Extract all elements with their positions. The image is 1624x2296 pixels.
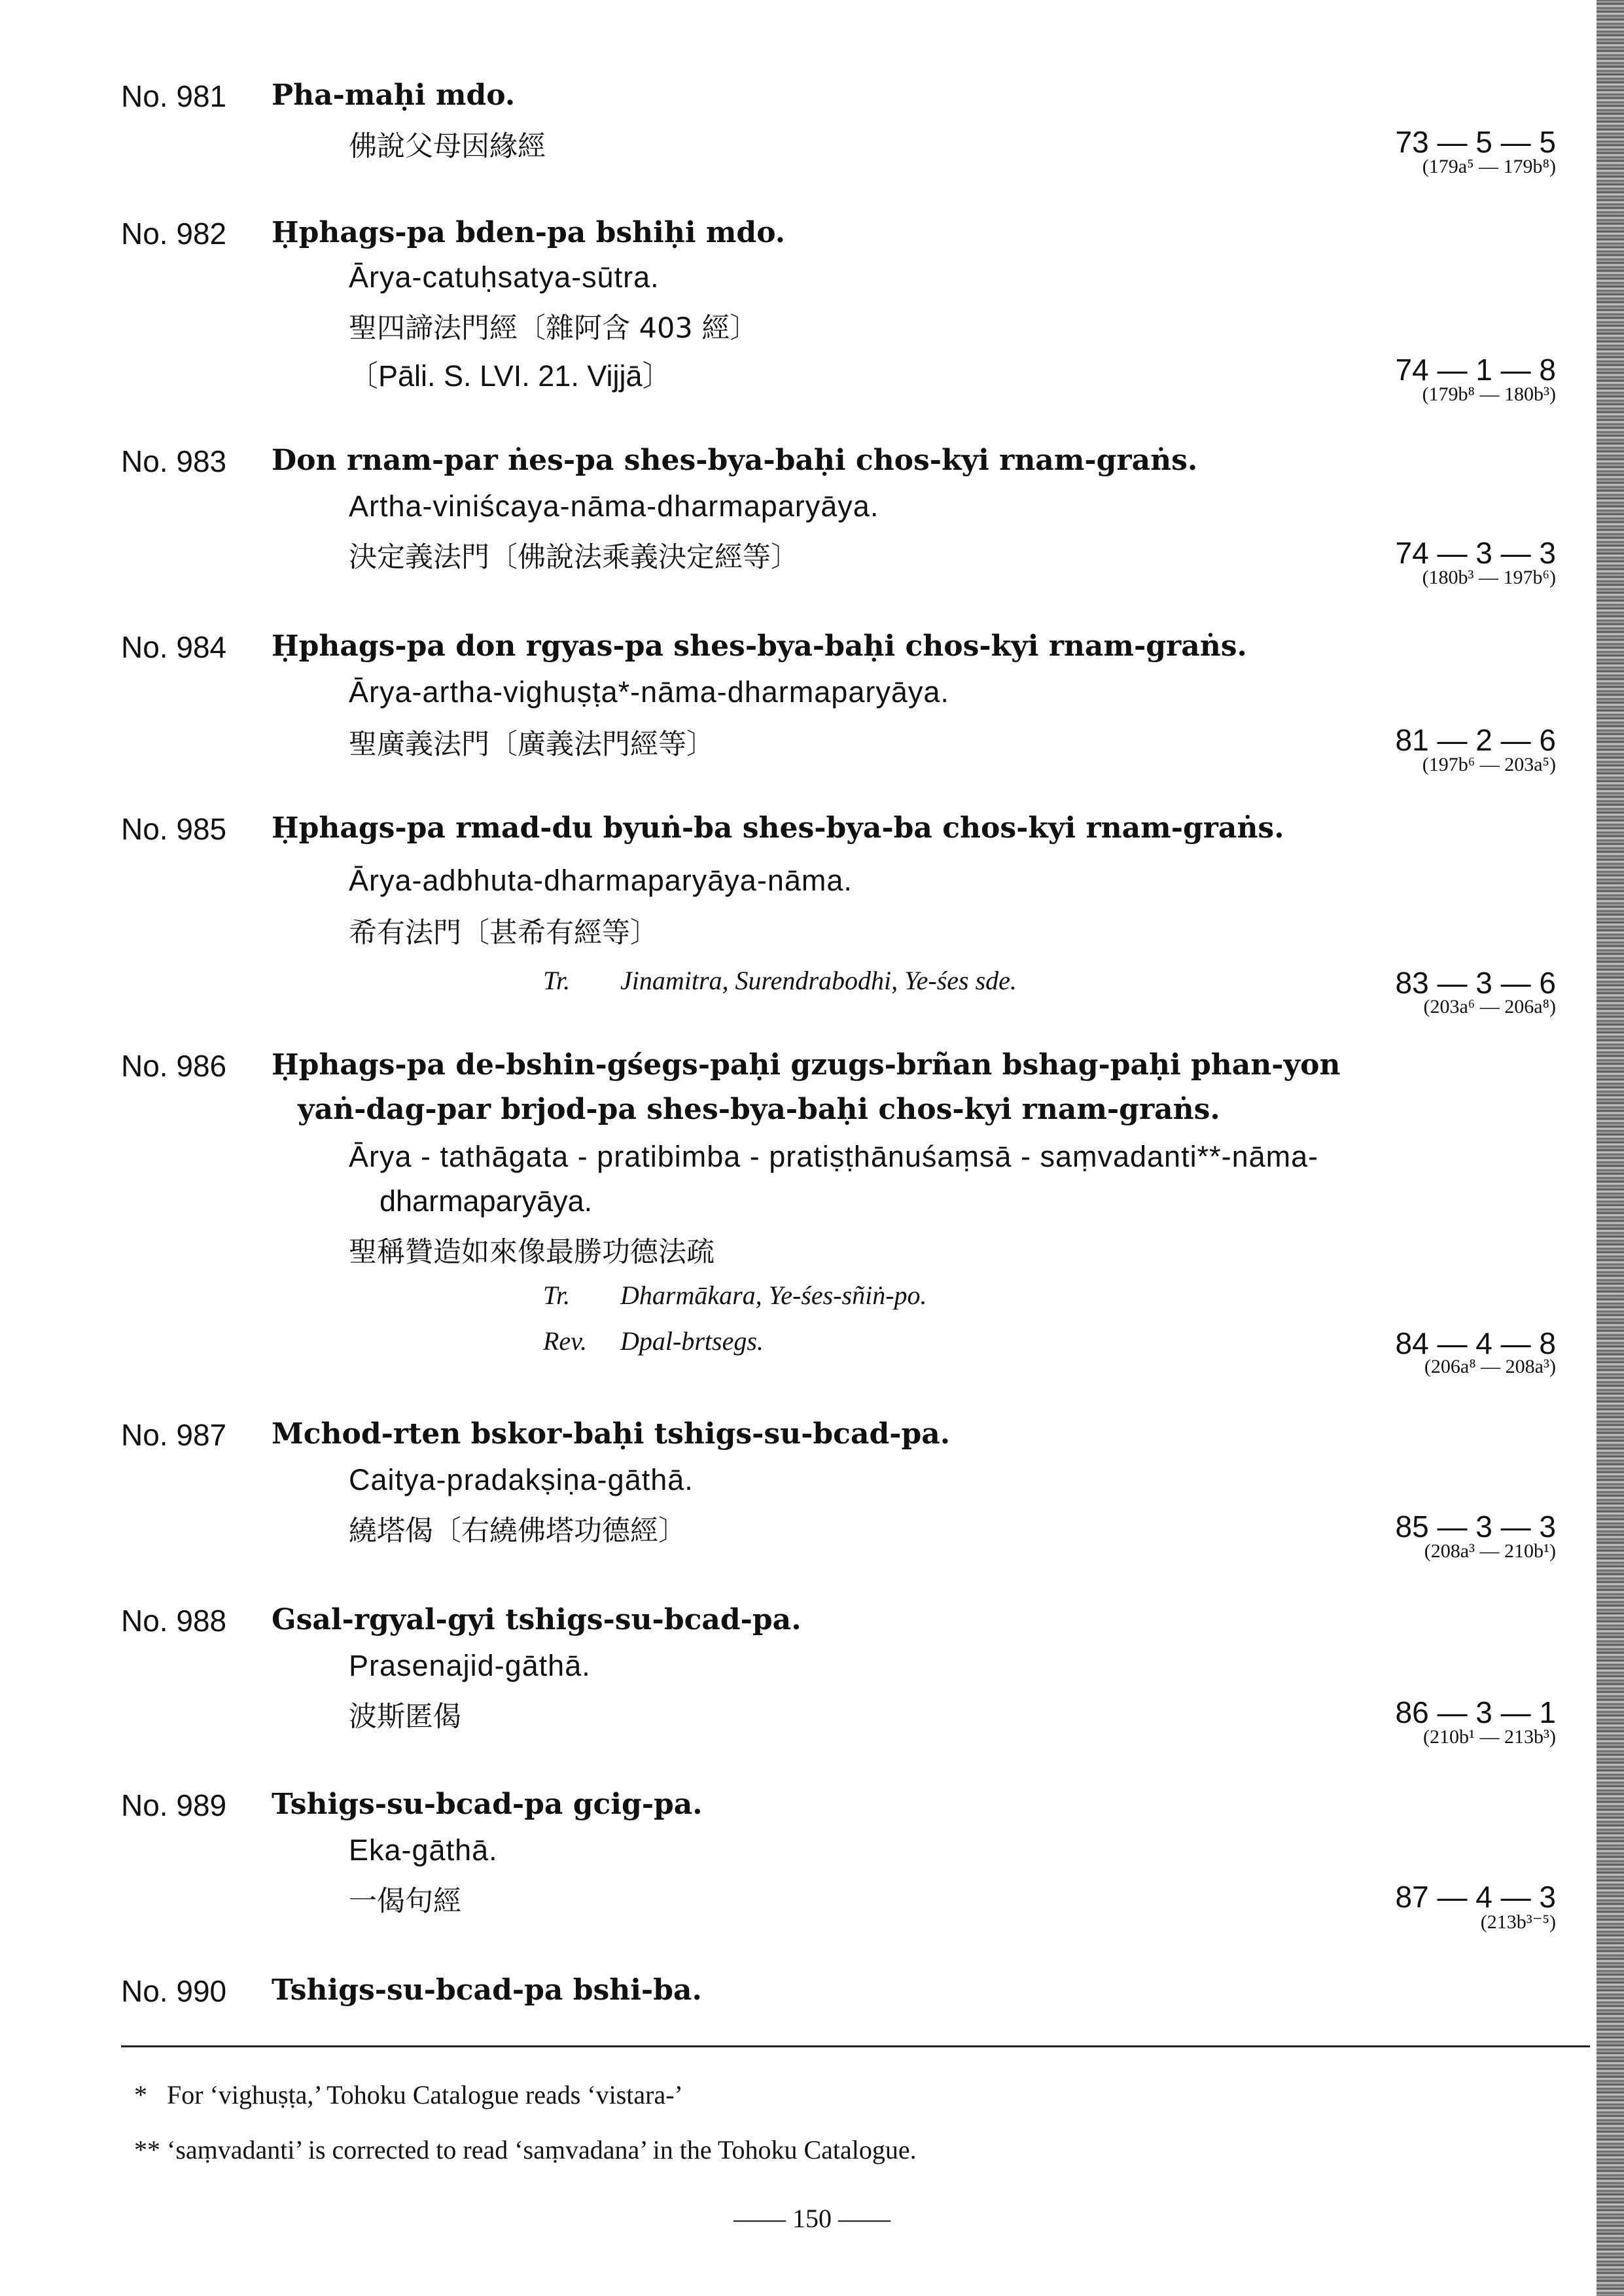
entry-number: No. 985 [121,812,227,846]
volume-reference: 74 — 1 — 8 [1395,353,1556,387]
folio-range: (179a⁵ — 179b⁸) [1422,156,1556,177]
entry-number: No. 987 [121,1418,227,1452]
sanskrit-title: Caitya-pradakṣiṇa-gāthā. [349,1463,694,1496]
entry-number: No. 984 [121,630,227,664]
footnote-rule [121,2045,1590,2047]
translators-line [543,1280,927,1311]
tibetan-title: Ḥphags-pa don rgyas-pa shes-bya-baḥi chos-kyi rnam-graṅs. [272,629,1247,663]
revisor-line [543,1326,764,1356]
entry-986 [0,1048,1597,1377]
translators-label: Tr. [543,1280,571,1310]
tibetan-title: Mchod-rten bskor-baḥi tshigs-su-bcad-pa. [272,1417,951,1451]
folio-range: (203a⁶ — 206a⁸) [1423,996,1556,1017]
volume-reference: 81 — 2 — 6 [1395,723,1556,757]
tibetan-title: Ḥphags-pa rmad-du byuṅ-ba shes-bya-ba chos-kyi rnam-graṅs. [272,811,1284,845]
chinese-title: 聖稱贊造如來像最勝功德法疏 [349,1236,715,1269]
tibetan-title: Pha-maḥi mdo. [272,79,516,112]
page-number: —— 150 —— [733,2204,891,2233]
footnote-text: ‘saṃvadanti’ is corrected to read ‘saṃvadana’ in the Tohoku Catalogue. [167,2135,917,2164]
entry-981 [0,79,1597,177]
chinese-title: 聖廣義法門〔廣義法門經等〕 [349,728,715,761]
volume-reference: 86 — 3 — 1 [1395,1695,1556,1729]
volume-reference: 84 — 4 — 8 [1395,1326,1556,1360]
chinese-title: 繞塔偈〔右繞佛塔功德經〕 [349,1515,686,1547]
footnote-text: For ‘vighuṣṭa,’ Tohoku Catalogue reads ‘vistara-’ [167,2080,683,2110]
sanskrit-title: Ārya-adbhuta-dharmaparyāya-nāma. [349,864,853,897]
entry-984 [0,629,1597,775]
revisor-names: Dpal-brtsegs. [620,1326,764,1356]
tibetan-title: Gsal-rgyal-gyi tshigs-su-bcad-pa. [272,1603,802,1636]
entry-number: No. 983 [121,444,227,478]
revisor-label: Rev. [543,1326,587,1356]
entry-number: No. 990 [121,1974,227,2008]
volume-reference: 85 — 3 — 3 [1395,1510,1556,1544]
volume-reference: 74 — 3 — 3 [1395,536,1556,570]
chinese-title: 一偈句經 [349,1885,461,1918]
entry-number: No. 982 [121,217,227,251]
pali-reference: 〔Pāli. S. LVI. 21. Vijjā〕 [349,359,672,393]
chinese-title: 希有法門〔甚希有經等〕 [349,917,658,949]
entry-number: No. 989 [121,1788,227,1822]
folio-range: (179b⁸ — 180b³) [1422,383,1556,405]
entry-983 [0,444,1597,588]
sanskrit-title-continued: dharmaparyāya. [380,1184,593,1218]
chinese-title: 聖四諦法門經〔雜阿含 403 經〕 [349,312,758,345]
entry-number: No. 981 [121,79,227,113]
volume-reference: 73 — 5 — 5 [1395,125,1556,159]
entry-987 [0,1417,1597,1562]
scan-edge-shadow [1597,0,1624,2296]
translators-names: Dharmākara, Ye-śes-sñiṅ-po. [620,1280,927,1310]
folio-range: (210b¹ — 213b³) [1423,1726,1556,1748]
entry-990 [0,1973,1597,2008]
translators-names: Jinamitra, Surendrabodhi, Ye-śes sde. [620,966,1017,995]
sanskrit-title: Ārya-artha-vighuṣṭa*-nāma-dharmaparyāya. [349,675,949,709]
chinese-title: 佛說父母因緣經 [349,130,546,163]
translators-line [543,965,1017,996]
entry-982 [0,216,1597,405]
tibetan-title: Tshigs-su-bcad-pa bshi-ba. [272,1973,702,2007]
folio-range: (206a⁸ — 208a³) [1424,1356,1556,1377]
chinese-title: 決定義法門〔佛說法乘義決定經等〕 [349,541,799,574]
folio-range: (180b³ — 197b⁶) [1422,567,1556,588]
tibetan-title: Ḥphags-pa de-bshin-gśegs-paḥi gzugs-brñan bshag-paḥi phan-yon [272,1048,1341,1082]
folio-range: (208a³ — 210b¹) [1424,1540,1556,1562]
tibetan-title: Don rnam-par ṅes-pa shes-bya-baḥi chos-kyi rnam-graṅs. [272,444,1198,477]
volume-reference: 83 — 3 — 6 [1395,966,1556,1000]
volume-reference: 87 — 4 — 3 [1395,1880,1556,1914]
tibetan-title: Ḥphags-pa bden-pa bshiḥi mdo. [272,216,786,249]
chinese-title: 波斯匿偈 [349,1701,461,1733]
translators-label: Tr. [543,966,571,995]
footnote-mark: * [134,2080,147,2110]
sanskrit-title: Eka-gāthā. [349,1833,498,1867]
sanskrit-title: Artha-viniścaya-nāma-dharmaparyāya. [349,489,879,523]
entry-number: No. 988 [121,1604,227,1638]
footnote-mark: ** [134,2135,160,2164]
folio-range: (197b⁶ — 203a⁵) [1422,754,1556,775]
entry-988 [0,1603,1597,1748]
entry-989 [0,1788,1597,1933]
sanskrit-title: Prasenajid-gāthā. [349,1649,591,1682]
tibetan-title: Tshigs-su-bcad-pa gcig-pa. [272,1788,703,1821]
sanskrit-title: Ārya - tathāgata - pratibimba - pratiṣṭhānuśaṃsā - saṃvadanti**-nāma- [349,1140,1319,1173]
entry-985 [0,811,1597,1017]
tibetan-title-continued: yaṅ-dag-par brjod-pa shes-bya-baḥi chos-kyi rnam-graṅs. [298,1093,1220,1126]
footnote-2 [134,2134,917,2165]
entry-number: No. 986 [121,1049,227,1083]
footnote-1 [134,2079,683,2110]
folio-range: (213b³⁻⁵) [1480,1911,1556,1933]
sanskrit-title: Ārya-catuḥsatya-sūtra. [349,260,660,294]
